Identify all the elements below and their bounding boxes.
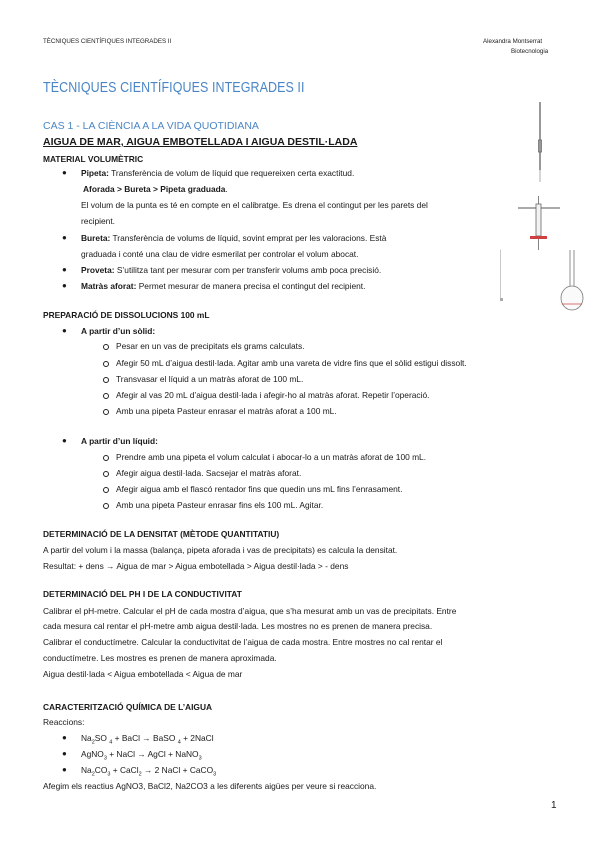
list-marker bbox=[103, 361, 109, 367]
bureta-line2: graduada i conté una clau de vidre esmerilat per controlar el volum abocat. bbox=[81, 249, 359, 259]
pipeta-line4: recipient. bbox=[81, 216, 115, 226]
bullet: ● bbox=[62, 265, 67, 274]
burette-icon bbox=[518, 196, 560, 250]
bullet: ● bbox=[62, 733, 67, 742]
list-marker bbox=[103, 409, 109, 415]
running-header: TÈCNIQUES CIENTÍFIQUES INTEGRADES II bbox=[43, 38, 172, 45]
pipette-icon bbox=[539, 102, 542, 182]
liquid-label: A partir d’un líquid: bbox=[81, 436, 158, 446]
section-subtitle: AIGUA DE MAR, AIGUA EMBOTELLADA I AIGUA DESTIL·LADA bbox=[43, 136, 358, 148]
list-item: Afegir 50 mL d’aigua destil·lada. Agitar amb una vareta de vidre fins que el sòlid estigui dissolt. bbox=[116, 358, 467, 368]
reactions-label: Reaccions: bbox=[43, 717, 85, 727]
list-item: Afegir aigua destil·lada. Sacsejar el matràs aforat. bbox=[116, 468, 302, 478]
glassware-illustrations bbox=[500, 100, 592, 315]
list-item: Afegir al vas 20 mL d’aigua destil·lada i afegir-ho al matràs aforat. Repetir l’operació. bbox=[116, 390, 430, 400]
bullet: ● bbox=[62, 765, 67, 774]
list-item: Afegir aigua amb el flascó rentador fins que quedin uns mL fins l’enrasament. bbox=[116, 484, 403, 494]
page-number: 1 bbox=[551, 800, 557, 811]
list-marker bbox=[103, 471, 109, 477]
list-item: Amb una pipeta Pasteur enrasar el matràs aforat a 100 mL. bbox=[116, 406, 337, 416]
list-item: Pesar en un vas de precipitats els grams calculats. bbox=[116, 341, 305, 351]
material-heading: MATERIAL VOLUMÈTRIC bbox=[43, 154, 144, 164]
reaction-3: $Na_2CO_3$ + CaCl$_2$ → 2 NaCl + CaCO$_3$ bbox=[81, 765, 217, 778]
graduated-cylinder-icon bbox=[500, 250, 503, 301]
quimica-heading: CARACTERITZACIÓ QUÍMICA DE L’AIGUA bbox=[43, 702, 213, 712]
ph-line4: conductímetre. Les mostres es prenen de manera aproximada. bbox=[43, 653, 277, 663]
solid-label: A partir d’un sòlid: bbox=[81, 326, 156, 336]
pipeta-line3: El volum de la punta es té en compte en el calibratge. Es drena el contingut per les parets del bbox=[81, 200, 428, 210]
list-item: Prendre amb una pipeta el volum calculat i abocar-lo a un matràs aforat de 100 mL. bbox=[116, 452, 427, 462]
ph-line3: Calibrar el conductímetre. Calcular la conductivitat de l’aigua de cada mostra. Entre mostres no cal rentar el bbox=[43, 637, 443, 647]
list-item: Amb una pipeta Pasteur enrasar fins els 100 mL. Agitar. bbox=[116, 500, 324, 510]
bullet: ● bbox=[62, 436, 67, 445]
bullet: ● bbox=[62, 168, 67, 177]
bureta-item: Bureta: Transferència de volums de líquid, sovint emprat per les valoracions. Està bbox=[81, 233, 387, 243]
bullet: ● bbox=[62, 233, 67, 242]
list-marker bbox=[103, 487, 109, 493]
bullet: ● bbox=[62, 326, 67, 335]
quimica-closing: Afegim els reactius AgNO3, BaCl2, Na2CO3 a les diferents aigües per veure si reacciona. bbox=[43, 781, 377, 791]
proveta-item: Proveta: S’utilitza tant per mesurar com per transferir volums amb poca precisió. bbox=[81, 265, 382, 275]
header-author: Alexandra Montserrat bbox=[483, 38, 543, 45]
header-course: Biotecnologia bbox=[511, 48, 549, 55]
ph-heading: DETERMINACIÓ DEL PH I DE LA CONDUCTIVITAT bbox=[43, 589, 242, 599]
preparacio-heading: PREPARACIÓ DE DISSOLUCIONS 100 mL bbox=[43, 310, 210, 320]
ph-line2: cada mesura cal rentar el pH-metre amb aigua destil·lada. Les mostres no es prenen de manera precisa. bbox=[43, 621, 433, 631]
densitat-line1: A partir del volum i la massa (balança, pipeta aforada i vas de precipitats) es calcula la densitat. bbox=[43, 545, 398, 555]
bullet: ● bbox=[62, 281, 67, 290]
document-title: TÈCNIQUES CIENTÍFIQUES INTEGRADES II bbox=[43, 80, 305, 96]
list-item: Transvasar el líquid a un matràs aforat de 100 mL. bbox=[116, 374, 304, 384]
list-marker bbox=[103, 503, 109, 509]
densitat-heading: DETERMINACIÓ DE LA DENSITAT (MÈTODE QUANTITATIU) bbox=[43, 529, 280, 539]
densitat-line2: Resultat: + dens → Aigua de mar > Aigua embotellada > Aigua destil·lada > - dens bbox=[43, 561, 349, 571]
case-title: CAS 1 - LA CIÈNCIA A LA VIDA QUOTIDIANA bbox=[43, 120, 259, 132]
reaction-1: $Na_2SO$ $_4$ + BaCl → BaSO $_4$ + 2NaCl bbox=[81, 733, 214, 746]
pipeta-item: Pipeta: Transferència de volum de líquid que requereixen certa exactitud. bbox=[81, 168, 355, 178]
volumetric-flask-icon bbox=[561, 250, 583, 310]
ph-line5: Aigua destil·lada < Aigua embotellada < Aigua de mar bbox=[43, 669, 243, 679]
list-marker bbox=[103, 377, 109, 383]
matras-item: Matràs aforat: Permet mesurar de manera precisa el contingut del recipient. bbox=[81, 281, 366, 291]
ph-line1: Calibrar el pH-metre. Calcular el pH de cada mostra d’aigua, que s’ha mesurat amb un vas de precipitats. Entre bbox=[43, 606, 457, 616]
list-marker bbox=[103, 393, 109, 399]
pipeta-order: Aforada > Bureta > Pipeta graduada. bbox=[83, 184, 228, 194]
list-marker bbox=[103, 344, 109, 350]
list-marker bbox=[103, 455, 109, 461]
bullet: ● bbox=[62, 749, 67, 758]
reaction-2: AgNO$_3$ + NaCl → AgCl + NaNO$_3$ bbox=[81, 749, 202, 762]
